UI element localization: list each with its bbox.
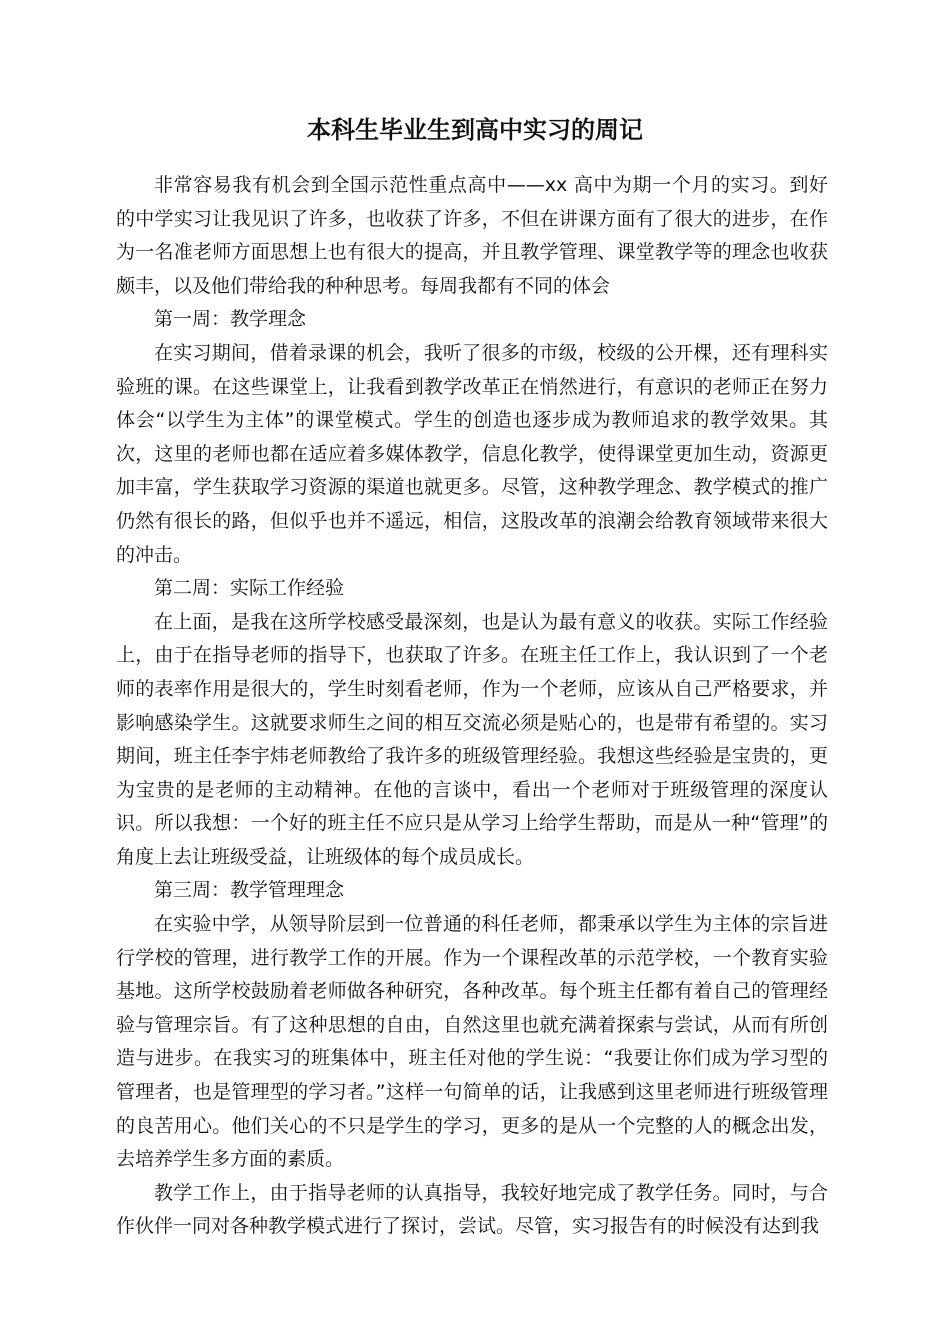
week1-paragraph: 在实习期间，借着录课的机会，我听了很多的市级，校级的公开棵，还有理科实验班的课。在这些课堂上，让我看到教学改革正在悄然进行，有意识的老师正在努力体会“以学生为主体”的课堂模式。学生的创造也逐步成为教师追求的教学效果。其次，这里的老师也都在适应着多媒体教学，信息化教学，使得课堂更加生动，资源更加丰富，学生获取学习资源的渠道也就更多。尽管，这种教学理念、教学模式的推广仍然有很长的路，但似乎也并不遥远，相信，这股改革的浪潮会给教育领域带来很大的冲击。: [116, 341, 828, 566]
week1-heading: 第一周：教学理念: [154, 308, 307, 331]
document-title: 本科生毕业生到高中实习的周记: [307, 116, 643, 144]
week3-heading: 第三周：教学管理理念: [154, 879, 345, 902]
week2-paragraph: 在上面，是我在这所学校感受最深刻，也是认为最有意义的收获。实际工作经验上，由于在指导老师的指导下，也获取了许多。在班主任工作上，我认识到了一个老师的表率作用是很大的，学生时刻看老师，作为一个老师，应该从自己严格要求，并影响感染学生。这就要求师生之间的相互交流必须是贴心的，也是带有希望的。实习期间，班主任李宇炜老师教给了我许多的班级管理经验。我想这些经验是宝贵的，更为宝贵的是老师的主动精神。在他的言谈中，看出一个老师对于班级管理的深度认识。所以我想：一个好的班主任不应只是从学习上给学生帮助，而是从一种“管理”的角度上去让班级受益，让班级体的每个成员成长。: [116, 610, 828, 868]
week2-heading: 第二周：实际工作经验: [154, 577, 345, 600]
closing-paragraph: 教学工作上，由于指导老师的认真指导，我较好地完成了教学任务。同时，与合作伙伴一同对各种教学模式进行了探讨，尝试。尽管，实习报告有的时候没有达到我: [116, 1181, 828, 1238]
intro-paragraph: 非常容易我有机会到全国示范性重点高中——xx 高中为期一个月的实习。到好的中学实习让我见识了许多，也收获了许多，不但在讲课方面有了很大的进步，在作为一名准老师方面思想上也有很大的提高，并且教学管理、课堂教学等的理念也收获颇丰，以及他们带给我的种种思考。每周我都有不同的体会: [116, 174, 828, 297]
week3-paragraph: 在实验中学，从领导阶层到一位普通的科任老师，都秉承以学生为主体的宗旨进行学校的管理，进行教学工作的开展。作为一个课程改革的示范学校，一个教育实验基地。这所学校鼓励着老师做各种研究，各种改革。每个班主任都有着自己的管理经验与管理宗旨。有了这种思想的自由，自然这里也就充满着探索与尝试，从而有所创造与进步。在我实习的班集体中，班主任对他的学生说：“我要让你们成为学习型的管理者，也是管理型的学习者。”这样一句简单的话，让我感到这里老师进行班级管理的良苦用心。他们关心的不只是学生的学习，更多的是从一个完整的人的概念出发，去培养学生多方面的素质。: [116, 913, 828, 1171]
document-body: [116, 169, 828, 1244]
